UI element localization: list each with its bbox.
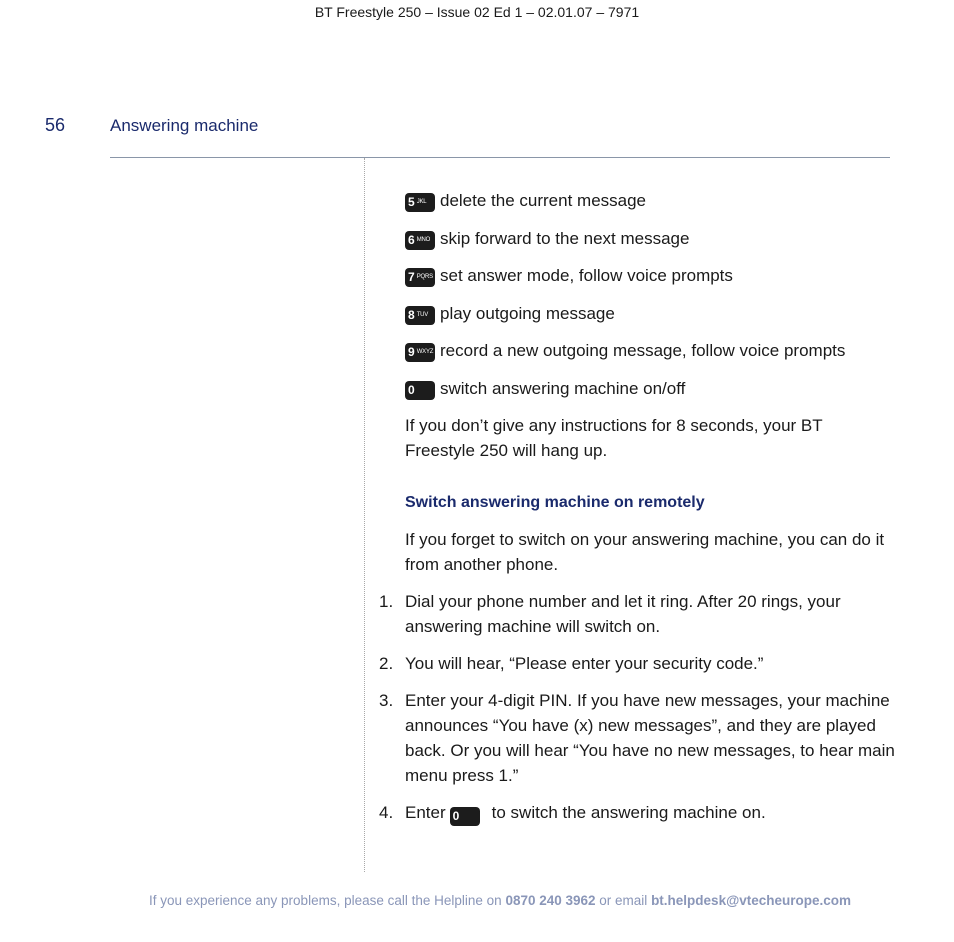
key-instruction-text: switch answering machine on/off	[440, 378, 686, 398]
step-text-before: Enter	[405, 803, 446, 822]
step-4	[379, 800, 895, 826]
remote-steps-list	[379, 589, 895, 826]
step-1	[379, 589, 895, 639]
timeout-note: If you don’t give any instructions for 8 seconds, your BT Freestyle 250 will hang up.	[405, 416, 823, 460]
key-instruction-6	[405, 226, 895, 251]
step-2	[379, 651, 895, 676]
key-9-icon: 9 WXYZ	[405, 343, 435, 362]
step-number: 4.	[379, 803, 394, 822]
step-3	[379, 688, 895, 788]
key-instruction-0	[405, 376, 895, 401]
key-0-icon: 0	[405, 381, 435, 400]
helpline-phone: 0870 240 3962	[505, 893, 596, 908]
column-divider	[364, 158, 365, 872]
step-text: Dial your phone number and let it ring. After 20 rings, your answering machine will switch on.	[405, 592, 841, 636]
key-instruction-9	[405, 338, 895, 363]
key-instruction-text: skip forward to the next message	[440, 228, 690, 248]
page-number: 56	[45, 115, 66, 135]
main-content	[379, 188, 895, 838]
key-0-icon: 0	[450, 807, 480, 826]
step-number: 2.	[379, 654, 394, 673]
key-instruction-8	[405, 301, 895, 326]
step-text-after: to switch the answering machine on.	[491, 803, 766, 822]
key-instruction-7	[405, 263, 895, 288]
helpdesk-email: bt.helpdesk@vtecheurope.com	[651, 893, 852, 908]
key-6-icon: 6 MNO	[405, 231, 435, 250]
section-title: Answering machine	[110, 116, 259, 135]
key-instruction-text: delete the current message	[440, 191, 647, 210]
key-7-icon: 7 PQRS	[405, 268, 435, 287]
key-instruction-text: set answer mode, follow voice prompts	[440, 266, 733, 285]
key-5-icon: 5 JKL	[405, 193, 435, 212]
key-instruction-text: play outgoing message	[440, 303, 615, 323]
running-header: BT Freestyle 250 – Issue 02 Ed 1 – 02.01.07 – 7971	[314, 4, 640, 20]
header-divider	[110, 157, 890, 158]
helpline-footer: If you experience any problems, please call the Helpline on 0870 240 3962 or email bt.helpdesk@vtecheurope.com	[148, 893, 852, 908]
key-8-icon: 8 TUV	[405, 306, 435, 325]
step-text: You will hear, “Please enter your security code.”	[405, 654, 764, 673]
remote-section-heading: Switch answering machine on remotely	[405, 494, 705, 511]
key-instruction-text: record a new outgoing message, follow voice prompts	[440, 341, 846, 360]
key-instruction-5	[405, 188, 895, 213]
step-number: 1.	[379, 592, 394, 611]
step-number: 3.	[379, 691, 394, 710]
step-text: Enter your 4-digit PIN. If you have new messages, your machine announces “You have (x) new messages”, and they are played back. Or you will hear “You have no new messages, to hear main menu press 1.”	[405, 691, 895, 785]
remote-section-intro: If you forget to switch on your answering machine, you can do it from another phone.	[405, 530, 885, 574]
